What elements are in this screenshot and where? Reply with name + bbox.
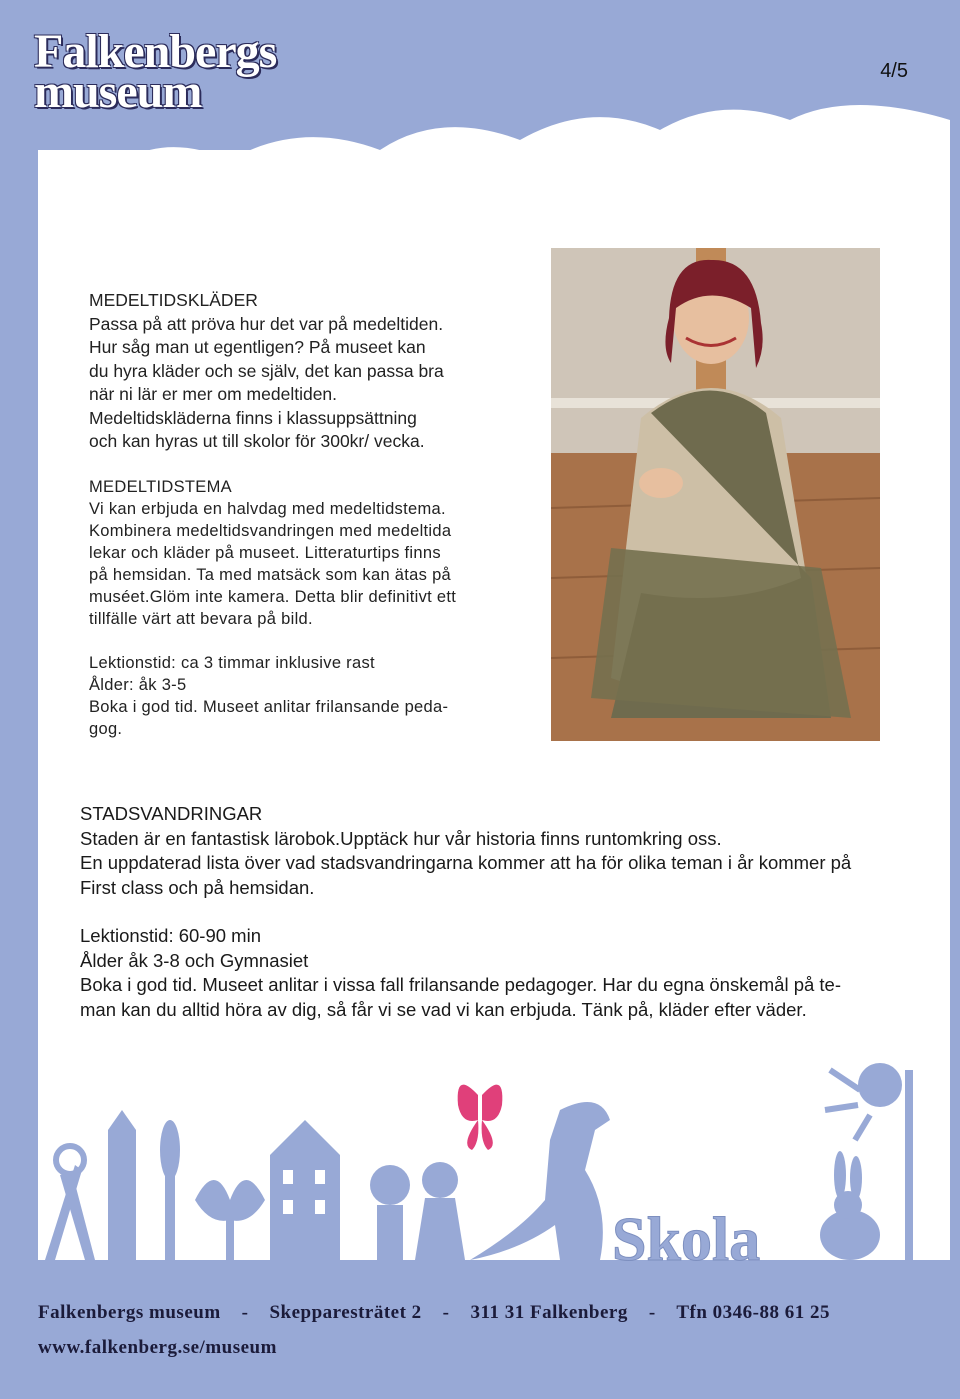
- info-line: Lektionstid: 60-90 min: [80, 925, 261, 946]
- stadsvandringar-section: [80, 802, 920, 1022]
- info-line: gog.: [89, 719, 123, 738]
- info-line: Boka i god tid. Museet anlitar i vissa fall frilansande pedagoger. Har du egna önskemål på te-: [80, 974, 842, 995]
- page-number: 4/5: [880, 60, 908, 82]
- medieval-dress-photo: [551, 248, 880, 741]
- child-icon: [370, 1165, 410, 1260]
- info-line: Lektionstid: ca 3 timmar inklusive rast: [89, 653, 375, 672]
- museum-logo[interactable]: [34, 25, 277, 118]
- paintbrush-icon: [160, 1120, 180, 1260]
- school-illustration: [0, 1050, 960, 1280]
- paragraph-line: Staden är en fantastisk lärobok.Upptäck hur vår historia finns runtomkring oss.: [80, 827, 722, 849]
- info-line: Ålder åk 3-8 och Gymnasiet: [80, 949, 309, 971]
- left-column: [89, 289, 519, 740]
- section-title-medeltidstema: MEDELTIDSTEMA: [89, 477, 232, 496]
- paragraph-line: muséet.Glöm inte kamera. Detta blir definitivt ett: [89, 587, 457, 606]
- paragraph-line: Kombinera medeltidsvandringen med medeltida: [89, 521, 452, 540]
- paragraph-line: Medeltidskläderna finns i klassuppsättning: [89, 407, 417, 428]
- paragraph-line: En uppdaterad lista över vad stadsvandringarna kommer att ha för olika teman i år kommer på: [80, 852, 852, 873]
- butterfly-icon: [458, 1085, 503, 1150]
- pencil-icon: [108, 1110, 136, 1260]
- paragraph-line: och kan hyras ut till skolor för 300kr/ vecka.: [89, 431, 425, 451]
- section-title-stadsvandringar: STADSVANDRINGAR: [80, 803, 263, 824]
- child-icon: [415, 1162, 465, 1260]
- paragraph-line: när ni lär er mer om medeltiden.: [89, 384, 338, 404]
- logo-line-1: Falkenbergs: [34, 25, 277, 78]
- info-line: man kan du alltid höra av dig, så får vi se vad vi kan erbjuda. Tänk på, kläder efter väder.: [80, 998, 807, 1020]
- footer-website-link[interactable]: www.falkenberg.se/museum: [38, 1337, 277, 1358]
- paragraph-line: tillfälle värt att bevara på bild.: [89, 609, 313, 628]
- house-icon: [270, 1120, 340, 1260]
- paragraph-line: First class och på hemsidan.: [80, 876, 315, 898]
- paragraph-line: Passa på att pröva hur det var på medeltiden.: [89, 313, 444, 334]
- section-title-medeltidsklader: MEDELTIDSKLÄDER: [89, 290, 258, 310]
- paragraph-line: lekar och kläder på museet. Litteraturtips finns: [89, 543, 441, 562]
- paragraph-line: på hemsidan. Ta med matsäck som kan ätas på: [89, 565, 452, 584]
- rabbit-icon: [820, 1151, 880, 1260]
- dinosaur-icon: [470, 1102, 610, 1260]
- scissors-icon: [45, 1146, 95, 1260]
- info-line: Ålder: åk 3-5: [89, 675, 187, 694]
- skola-label: Skola: [612, 1206, 761, 1274]
- footer-address: Falkenbergs museum - Skepparesträtet 2 - 311 31 Falkenberg - Tfn 0346-88 61 25: [38, 1302, 830, 1323]
- paragraph-line: Hur såg man ut egentligen? På museet kan: [89, 337, 426, 357]
- paragraph-line: Vi kan erbjuda en halvdag med medeltidstema.: [89, 499, 446, 518]
- flower-icon: [195, 1180, 265, 1260]
- logo-line-2: museum: [34, 65, 202, 118]
- paragraph-line: du hyra kläder och se själv, det kan passa bra: [89, 360, 444, 381]
- info-line: Boka i god tid. Museet anlitar frilansande peda-: [89, 697, 449, 716]
